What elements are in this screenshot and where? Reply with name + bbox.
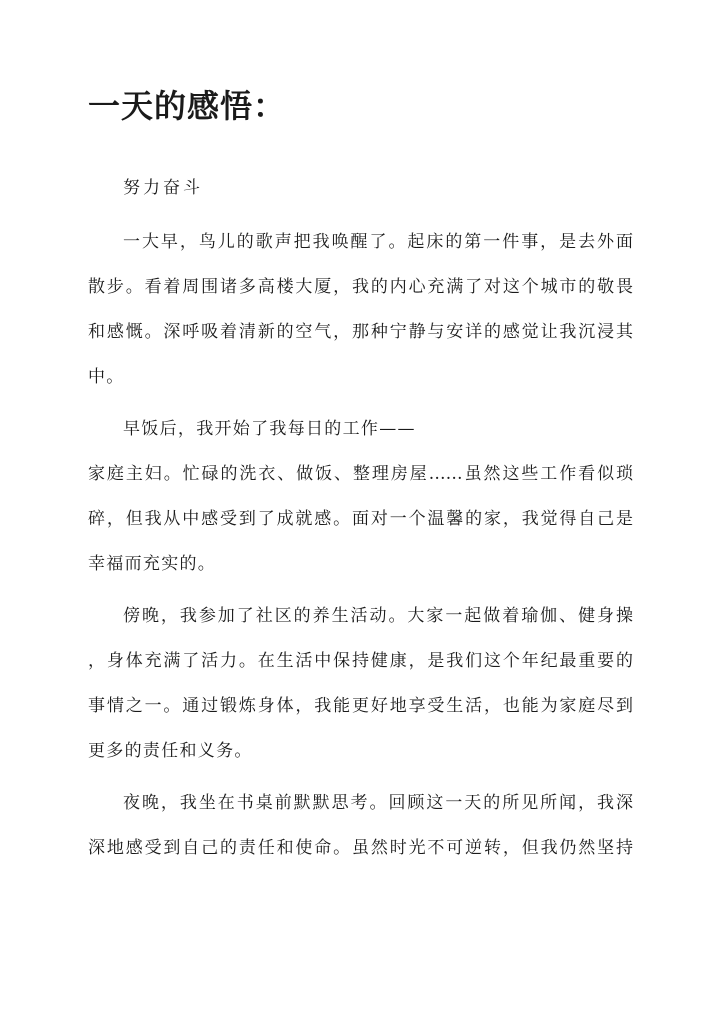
paragraph-line: 早饭后，我开始了我每日的工作—— xyxy=(123,419,416,439)
paragraph-2 xyxy=(88,418,633,598)
page-title: 一天的感悟： xyxy=(88,87,287,125)
paragraph-line: 散步。看着周围诸多高楼大厦，我的内心充满了对这个城市的敬畏 xyxy=(88,277,633,297)
subtitle: 努力奋斗 xyxy=(123,178,203,198)
paragraph-line: 幸福而充实的。 xyxy=(88,554,217,574)
paragraph-line: 夜晚，我坐在书桌前默默思考。回顾这一天的所见所闻，我深 xyxy=(123,793,633,813)
paragraph-line: 更多的责任和义务。 xyxy=(88,741,253,761)
paragraph-3 xyxy=(88,605,633,785)
paragraph-1 xyxy=(88,231,633,411)
paragraph-line: 家庭主妇。忙碌的洗衣、做饭、整理房屋……虽然这些工作看似琐 xyxy=(88,464,633,484)
paragraph-4 xyxy=(88,792,633,882)
paragraph-line: 一大早，鸟儿的歌声把我唤醒了。起床的第一件事，是去外面 xyxy=(123,232,633,252)
paragraph-line: 深地感受到自己的责任和使命。虽然时光不可逆转，但我仍然坚持 xyxy=(88,838,633,858)
paragraph-line: 事情之一。通过锻炼身体，我能更好地享受生活，也能为家庭尽到 xyxy=(88,696,633,716)
paragraph-line: 傍晚，我参加了社区的养生活动。大家一起做着瑜伽、健身操 xyxy=(123,606,633,626)
paragraph-line: ，身体充满了活力。在生活中保持健康，是我们这个年纪最重要的 xyxy=(88,651,633,671)
paragraph-line: 中。 xyxy=(88,367,125,387)
paragraph-line: 碎，但我从中感受到了成就感。面对一个温馨的家，我觉得自己是 xyxy=(88,509,633,529)
paragraph-line: 和感慨。深呼吸着清新的空气，那种宁静与安详的感觉让我沉浸其 xyxy=(88,322,633,342)
